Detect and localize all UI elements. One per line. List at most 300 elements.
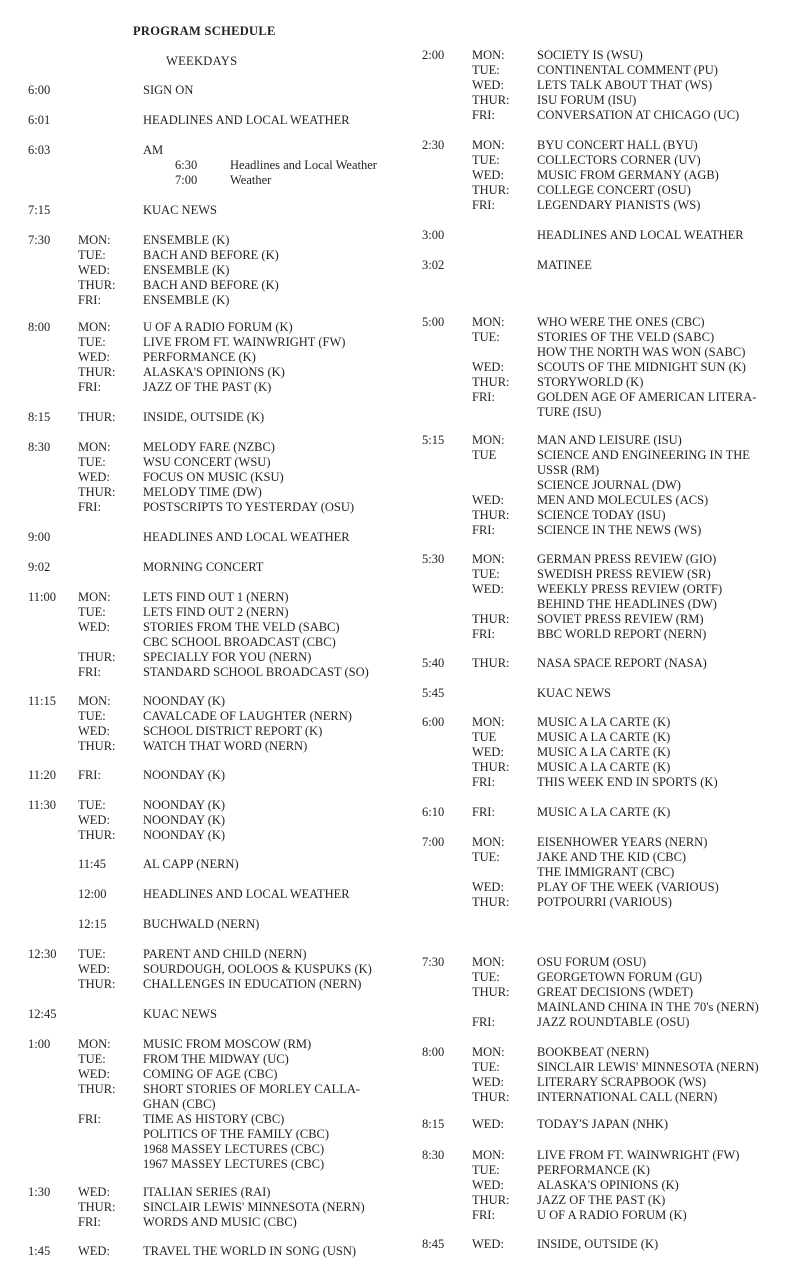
program-title: STANDARD SCHOOL BROADCAST (SO) (143, 665, 369, 679)
program-row (78, 278, 279, 293)
program-title: SCHOOL DISTRICT REPORT (K) (143, 724, 323, 738)
program-title: INTERNATIONAL CALL (NERN) (537, 1090, 718, 1104)
program-title: LEGENDARY PIANISTS (WS) (537, 198, 701, 212)
day-label: FRI: (472, 1015, 495, 1029)
day-label: MON: (472, 835, 505, 849)
program-row (472, 1178, 739, 1193)
time-slot: 11:30 (28, 798, 57, 812)
program-row (472, 1148, 739, 1163)
day-label (472, 228, 537, 243)
day-label: FRI: (78, 293, 101, 307)
day-label: MON: (78, 320, 111, 334)
day-label: WED: (78, 724, 110, 738)
program-title: GOLDEN AGE OF AMERICAN LITERA- (537, 390, 757, 404)
program-title: MELODY FARE (NZBC) (143, 440, 275, 454)
day-label: TUE: (78, 335, 106, 349)
program-title: STORIES OF THE VELD (SABC) (537, 330, 715, 344)
program-title: HEADLINES AND LOCAL WEATHER (143, 113, 350, 127)
program-lines (78, 530, 350, 545)
program-row (472, 390, 756, 405)
program-row (78, 410, 264, 425)
program-lines (78, 233, 279, 308)
day-label (78, 1157, 143, 1172)
program-title: INSIDE, OUTSIDE (K) (537, 1237, 659, 1251)
program-title: PLAY OF THE WEEK (VARIOUS) (537, 880, 719, 894)
day-label: MON: (472, 1148, 505, 1162)
program-title: BUCHWALD (NERN) (143, 917, 260, 931)
program-row (472, 345, 756, 360)
program-row (78, 1127, 360, 1142)
program-title: COLLEGE CONCERT (OSU) (537, 183, 691, 197)
program-lines (78, 203, 217, 218)
day-label (472, 1000, 537, 1015)
program-title: SPECIALLY FOR YOU (NERN) (143, 650, 312, 664)
program-lines (78, 917, 259, 932)
program-title: POSTSCRIPTS TO YESTERDAY (OSU) (143, 500, 355, 514)
day-label: THUR: (78, 1082, 116, 1096)
day-label: WED: (472, 78, 504, 92)
day-label: MON: (472, 315, 505, 329)
time-slot: 8:00 (28, 320, 51, 334)
program-lines (472, 1237, 658, 1252)
program-row (472, 970, 759, 985)
program-title: LITERARY SCRAPBOOK (WS) (537, 1075, 706, 1089)
program-title: SIGN ON (143, 83, 194, 97)
program-title: 1968 MASSEY LECTURES (CBC) (143, 1142, 325, 1156)
day-label: TUE: (472, 850, 500, 864)
program-title: SWEDISH PRESS REVIEW (SR) (537, 567, 711, 581)
program-title: THIS WEEK END IN SPORTS (K) (537, 775, 718, 789)
program-title: AM (143, 143, 164, 157)
day-label: WED: (78, 350, 110, 364)
day-label: MON: (472, 433, 505, 447)
program-row (472, 1000, 759, 1015)
program-row (472, 612, 722, 627)
day-label: TUE: (472, 1060, 500, 1074)
time-slot: 6:00 (422, 715, 445, 729)
program-title: ALASKA'S OPINIONS (K) (143, 365, 285, 379)
program-lines (472, 1045, 759, 1105)
day-label: THUR: (472, 656, 510, 670)
program-title: NOONDAY (K) (143, 828, 226, 842)
program-row (472, 582, 722, 597)
program-lines (472, 805, 670, 820)
day-label: FRI: (472, 627, 495, 641)
time-slot: 8:30 (422, 1148, 445, 1162)
program-row (472, 1193, 739, 1208)
time-slot: 7:00 (422, 835, 445, 849)
day-label: THUR: (78, 410, 116, 424)
program-title: SCOUTS OF THE MIDNIGHT SUN (K) (537, 360, 746, 374)
day-label: WED: (472, 360, 504, 374)
day-label: THUR: (472, 895, 510, 909)
program-row (78, 605, 369, 620)
program-title: BYU CONCERT HALL (BYU) (537, 138, 698, 152)
day-label: WED: (78, 620, 110, 634)
program-row (78, 248, 279, 263)
program-row (472, 1060, 759, 1075)
time-slot: 2:00 (422, 48, 445, 62)
program-row (472, 1075, 759, 1090)
time-slot: 11:20 (28, 768, 57, 782)
program-title: 1967 MASSEY LECTURES (CBC) (143, 1157, 325, 1171)
program-title: NOONDAY (K) (143, 813, 226, 827)
time-slot: 6:00 (28, 83, 51, 97)
program-row (472, 78, 739, 93)
time-slot: 5:00 (422, 315, 445, 329)
program-lines (78, 113, 350, 128)
program-row (78, 1007, 217, 1022)
day-label (78, 1097, 143, 1112)
program-lines (472, 1148, 739, 1223)
program-title: POLITICS OF THE FAMILY (CBC) (143, 1127, 330, 1141)
program-title: LETS FIND OUT 2 (NERN) (143, 605, 289, 619)
program-row (78, 335, 345, 350)
program-title: COLLECTORS CORNER (UV) (537, 153, 701, 167)
program-lines (472, 1117, 668, 1132)
page-subtitle: WEEKDAYS (166, 54, 238, 68)
day-label: FRI: (78, 1112, 101, 1126)
day-label: THUR: (78, 650, 116, 664)
time-slot: 9:00 (28, 530, 51, 544)
program-row (78, 1157, 360, 1172)
program-title: WATCH THAT WORD (NERN) (143, 739, 308, 753)
day-label: WED: (472, 168, 504, 182)
program-title: KUAC NEWS (143, 203, 217, 217)
program-row (78, 500, 354, 515)
program-row (78, 828, 225, 843)
program-title: MATINEE (537, 258, 592, 272)
program-row (472, 448, 750, 463)
program-lines (78, 887, 350, 902)
program-title: MUSIC A LA CARTE (K) (537, 745, 671, 759)
program-title: HOW THE NORTH WAS WON (SABC) (537, 345, 746, 359)
program-title: GERMAN PRESS REVIEW (GIO) (537, 552, 717, 566)
day-label (78, 530, 143, 545)
time-slot: 1:00 (28, 1037, 51, 1051)
program-row (78, 650, 369, 665)
program-row (472, 775, 718, 790)
program-title: MELODY TIME (DW) (143, 485, 262, 499)
day-label: FRI: (78, 500, 101, 514)
program-row (78, 887, 350, 902)
program-lines (472, 835, 719, 910)
program-row (78, 365, 345, 380)
day-label: MON: (78, 1037, 111, 1051)
program-title: HEADLINES AND LOCAL WEATHER (143, 887, 350, 901)
program-row (472, 865, 719, 880)
time-slot: 6:01 (28, 113, 51, 127)
day-label (472, 597, 537, 612)
time-slot: 8:15 (422, 1117, 445, 1131)
program-row (78, 724, 352, 739)
program-title: GHAN (CBC) (143, 1097, 216, 1111)
day-label: TUE: (78, 1052, 106, 1066)
program-row (472, 955, 759, 970)
day-label (472, 405, 537, 420)
program-row (472, 360, 756, 375)
program-title: LIVE FROM FT. WAINWRIGHT (FW) (537, 1148, 740, 1162)
program-title: SINCLAIR LEWIS' MINNESOTA (NERN) (143, 1200, 365, 1214)
program-row (472, 1015, 759, 1030)
program-row (472, 93, 739, 108)
day-label: TUE (472, 730, 497, 744)
day-label: THUR: (472, 508, 510, 522)
program-row (78, 694, 352, 709)
day-label: WED: (472, 1117, 504, 1131)
program-row (78, 962, 372, 977)
program-title: MUSIC A LA CARTE (K) (537, 715, 671, 729)
program-lines (78, 798, 225, 843)
program-row (472, 48, 739, 63)
program-title: CBC SCHOOL BROADCAST (CBC) (143, 635, 336, 649)
day-label (472, 345, 537, 360)
day-label: THUR: (472, 1193, 510, 1207)
program-row (78, 1244, 356, 1259)
program-row (78, 455, 354, 470)
program-row (472, 183, 719, 198)
day-label: FRI: (78, 768, 101, 782)
time-slot: 5:30 (422, 552, 445, 566)
day-label: THUR: (472, 985, 510, 999)
page-title: PROGRAM SCHEDULE (133, 24, 276, 38)
program-title: ITALIAN SERIES (RAI) (143, 1185, 271, 1199)
day-label: WED: (78, 1244, 110, 1258)
day-label: FRI: (472, 1208, 495, 1222)
program-lines (78, 857, 239, 872)
day-label: WED: (472, 880, 504, 894)
program-lines (472, 686, 611, 701)
program-row (78, 113, 350, 128)
program-title: JAZZ OF THE PAST (K) (537, 1193, 666, 1207)
time-slot: 3:02 (422, 258, 445, 272)
program-title: TODAY'S JAPAN (NHK) (537, 1117, 668, 1131)
program-title: SCIENCE JOURNAL (DW) (537, 478, 681, 492)
program-title: ENSEMBLE (K) (143, 263, 230, 277)
program-row (472, 198, 719, 213)
program-title: CAVALCADE OF LAUGHTER (NERN) (143, 709, 352, 723)
day-label: TUE: (472, 1163, 500, 1177)
program-row (472, 258, 592, 273)
program-lines (472, 48, 739, 123)
day-label: TUE (472, 448, 497, 462)
sub-time: 7:00 (175, 173, 198, 187)
program-title: MUSIC A LA CARTE (K) (537, 805, 671, 819)
program-title: JAZZ OF THE PAST (K) (143, 380, 272, 394)
day-label: FRI: (78, 1215, 101, 1229)
program-row (78, 813, 225, 828)
day-label: TUE: (78, 248, 106, 262)
program-row (78, 739, 352, 754)
program-lines (78, 560, 263, 575)
program-row (472, 433, 750, 448)
program-row (472, 745, 718, 760)
program-title: GREAT DECISIONS (WDET) (537, 985, 694, 999)
program-lines (472, 228, 744, 243)
time-slot: 9:02 (28, 560, 51, 574)
program-title: TRAVEL THE WORLD IN SONG (USN) (143, 1244, 357, 1258)
day-label: WED: (78, 263, 110, 277)
program-title: WSU CONCERT (WSU) (143, 455, 271, 469)
program-title: FROM THE MIDWAY (UC) (143, 1052, 289, 1066)
program-row (472, 552, 722, 567)
program-row (472, 805, 670, 820)
program-title: NOONDAY (K) (143, 694, 226, 708)
day-label (78, 113, 143, 128)
program-row (472, 1163, 739, 1178)
program-title: THE IMMIGRANT (CBC) (537, 865, 675, 879)
program-title: TIME AS HISTORY (CBC) (143, 1112, 285, 1126)
day-label: MON: (472, 715, 505, 729)
program-row (78, 440, 354, 455)
time-slot: 5:45 (422, 686, 445, 700)
program-title: TURE (ISU) (537, 405, 602, 419)
program-lines (472, 258, 592, 273)
day-label: FRI: (472, 198, 495, 212)
program-row (78, 203, 217, 218)
time-slot: 3:00 (422, 228, 445, 242)
program-row (472, 523, 750, 538)
program-row (472, 1208, 739, 1223)
day-label: MON: (472, 552, 505, 566)
day-label: THUR: (472, 375, 510, 389)
day-label: THUR: (78, 1200, 116, 1214)
program-title: SCIENCE TODAY (ISU) (537, 508, 666, 522)
program-title: BOOKBEAT (NERN) (537, 1045, 649, 1059)
program-row (78, 530, 350, 545)
program-title: JAKE AND THE KID (CBC) (537, 850, 687, 864)
program-row (472, 880, 719, 895)
program-lines (78, 1007, 217, 1022)
program-row (472, 715, 718, 730)
program-lines (78, 143, 163, 158)
sub-time: 6:30 (175, 158, 198, 172)
day-label (78, 1007, 143, 1022)
program-title: WORDS AND MUSIC (CBC) (143, 1215, 297, 1229)
program-row (78, 798, 225, 813)
day-label: THUR: (472, 1090, 510, 1104)
program-title: KUAC NEWS (537, 686, 611, 700)
program-title: BACH AND BEFORE (K) (143, 248, 279, 262)
program-title: SOURDOUGH, OOLOOS & KUSPUKS (K) (143, 962, 372, 976)
program-row (78, 709, 352, 724)
program-row (472, 1045, 759, 1060)
program-title: INSIDE, OUTSIDE (K) (143, 410, 265, 424)
program-title: AL CAPP (NERN) (143, 857, 239, 871)
day-label: TUE: (472, 63, 500, 77)
program-row (78, 143, 163, 158)
time-slot: 11:15 (28, 694, 57, 708)
program-row (472, 1090, 759, 1105)
program-row (472, 228, 744, 243)
day-label: TUE: (78, 605, 106, 619)
program-row (78, 1037, 360, 1052)
program-title: PERFORMANCE (K) (537, 1163, 650, 1177)
day-label: MON: (78, 694, 111, 708)
time-slot: 1:30 (28, 1185, 51, 1199)
day-label: THUR: (472, 760, 510, 774)
program-row (78, 977, 372, 992)
program-row (78, 1200, 365, 1215)
program-row (472, 1117, 668, 1132)
program-row (78, 560, 263, 575)
program-row (78, 917, 259, 932)
day-label: WED: (472, 493, 504, 507)
day-label (472, 463, 537, 478)
day-label: THUR: (78, 485, 116, 499)
time-slot: 5:15 (422, 433, 445, 447)
program-row (472, 153, 719, 168)
program-row (78, 263, 279, 278)
program-lines (78, 83, 193, 98)
day-label: WED: (78, 1067, 110, 1081)
program-title: LETS FIND OUT 1 (NERN) (143, 590, 289, 604)
program-title: SOVIET PRESS REVIEW (RM) (537, 612, 704, 626)
sub-program: Headlines and Local Weather (230, 158, 377, 172)
day-label: FRI: (78, 380, 101, 394)
program-title: SOCIETY IS (WSU) (537, 48, 643, 62)
program-row (78, 350, 345, 365)
day-label: MON: (472, 48, 505, 62)
time-slot: 8:45 (422, 1237, 445, 1251)
program-row (78, 768, 225, 783)
program-lines (472, 433, 750, 538)
program-row (472, 405, 756, 420)
day-label (472, 865, 537, 880)
day-label: WED: (78, 962, 110, 976)
program-lines (78, 320, 345, 395)
sub-program: Weather (230, 173, 272, 187)
program-title: HEADLINES AND LOCAL WEATHER (143, 530, 350, 544)
program-row (472, 168, 719, 183)
program-title: STORIES FROM THE VELD (SABC) (143, 620, 340, 634)
program-title: LIVE FROM FT. WAINWRIGHT (FW) (143, 335, 346, 349)
program-row (472, 730, 718, 745)
program-lines (78, 440, 354, 515)
day-label: WED: (472, 745, 504, 759)
day-label: MON: (472, 1045, 505, 1059)
day-label (472, 686, 537, 701)
program-row (78, 1052, 360, 1067)
day-label: FRI: (78, 665, 101, 679)
program-title: MORNING CONCERT (143, 560, 264, 574)
day-label: MON: (472, 955, 505, 969)
time-slot: 5:40 (422, 656, 445, 670)
program-title: GEORGETOWN FORUM (GU) (537, 970, 703, 984)
program-row (472, 895, 719, 910)
program-row (472, 108, 739, 123)
day-label: WED: (78, 1185, 110, 1199)
program-row (78, 1082, 360, 1097)
program-row (472, 760, 718, 775)
program-title: BACH AND BEFORE (K) (143, 278, 279, 292)
program-row (472, 686, 611, 701)
day-label: MON: (78, 233, 111, 247)
program-row (78, 1067, 360, 1082)
program-title: MUSIC FROM MOSCOW (RM) (143, 1037, 312, 1051)
program-title: SCIENCE AND ENGINEERING IN THE (537, 448, 750, 462)
program-title: POTPOURRI (VARIOUS) (537, 895, 672, 909)
program-title: MEN AND MOLECULES (ACS) (537, 493, 709, 507)
program-row (472, 63, 739, 78)
time-slot: 7:30 (28, 233, 51, 247)
program-title: NASA SPACE REPORT (NASA) (537, 656, 707, 670)
program-lines (78, 1244, 356, 1259)
program-title: SHORT STORIES OF MORLEY CALLA- (143, 1082, 361, 1096)
program-row (472, 985, 759, 1000)
program-title: MUSIC A LA CARTE (K) (537, 760, 671, 774)
program-lines (472, 715, 718, 790)
